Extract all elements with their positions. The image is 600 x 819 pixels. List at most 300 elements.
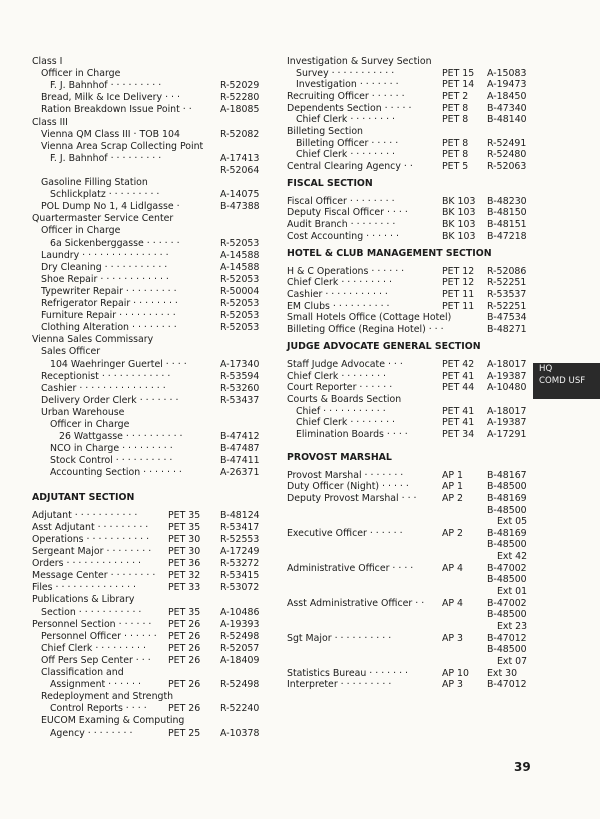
directory-entry <box>287 289 533 301</box>
extension: Ext 42 <box>497 551 528 563</box>
directory-entry <box>32 522 270 534</box>
entry-label: PROVOST MARSHAL <box>287 452 392 464</box>
directory-entry <box>32 607 270 619</box>
directory-entry <box>32 455 270 467</box>
directory-entry <box>32 510 270 522</box>
phone-number: B-48500 <box>487 644 527 656</box>
phone-number: A-10480 <box>487 382 527 394</box>
phone-number: A-17291 <box>487 428 527 440</box>
entry-label: Chief Clerk · · · · · · · · <box>296 149 396 161</box>
room-code: PET 41 <box>442 370 475 382</box>
directory-entry <box>32 238 270 250</box>
directory-entry <box>32 250 270 262</box>
directory-entry <box>287 563 533 575</box>
entry-label: Assignment · · · · · · <box>50 679 141 691</box>
directory-entry <box>32 383 270 395</box>
directory-entry <box>32 153 270 165</box>
section-heading <box>287 248 533 260</box>
directory-entry <box>287 126 533 138</box>
entry-label: Executive Officer · · · · · · <box>287 527 403 539</box>
entry-label: Dependents Section · · · · · <box>287 102 412 114</box>
room-code: PET 8 <box>442 114 469 126</box>
entry-label: Control Reports · · · · <box>50 703 147 715</box>
room-code: PET 44 <box>442 382 475 394</box>
entry-label: Stock Control · · · · · · · · · · <box>50 455 173 467</box>
page-number: 39 <box>514 760 531 774</box>
directory-entry <box>32 679 270 691</box>
phone-number: B-47218 <box>487 230 527 242</box>
entry-label: Small Hotels Office (Cottage Hotel) <box>287 312 452 324</box>
section-heading <box>287 341 533 353</box>
directory-entry <box>287 79 533 91</box>
entry-label: 26 Wattgasse · · · · · · · · · · <box>59 431 183 443</box>
directory-entry <box>32 177 270 189</box>
directory-entry <box>287 505 533 517</box>
phone-number: B-47388 <box>220 201 260 213</box>
directory-entry <box>287 598 533 610</box>
directory-entry <box>287 266 533 278</box>
room-code: PET 41 <box>442 417 475 429</box>
directory-entry <box>287 656 533 668</box>
phone-number: B-48500 <box>487 574 527 586</box>
directory-entry <box>32 371 270 383</box>
directory-entry <box>287 231 533 243</box>
extension: Ext 05 <box>497 516 528 528</box>
directory-entry <box>287 138 533 150</box>
entry-label: Class III <box>32 116 68 128</box>
room-code: PET 5 <box>442 160 469 172</box>
room-code: PET 35 <box>168 509 201 521</box>
directory-entry <box>32 703 270 715</box>
room-code: AP 3 <box>442 632 464 644</box>
phone-number: B-48500 <box>487 504 527 516</box>
directory-entry <box>287 68 533 80</box>
entry-label: Sales Officer <box>41 346 101 358</box>
phone-number: R-52057 <box>220 642 260 654</box>
entry-label: H & C Operations · · · · · · <box>287 265 405 277</box>
entry-label: Investigation & Survey Section <box>287 56 432 67</box>
directory-entry <box>287 470 533 482</box>
entry-label: Chief Clerk · · · · · · · · · <box>41 642 146 654</box>
entry-label: Publications & Library <box>32 594 135 606</box>
directory-entry <box>32 534 270 546</box>
phone-number: B-48230 <box>487 195 527 207</box>
phone-number: R-50004 <box>220 285 260 297</box>
entry-label: Billeting Office (Regina Hotel) · · · <box>287 323 444 335</box>
phone-number: R-52053 <box>220 322 260 334</box>
entry-label: Central Clearing Agency · · <box>287 160 413 172</box>
entry-label: Duty Officer (Night) · · · · · <box>287 481 409 493</box>
entry-label: Laundry · · · · · · · · · · · · · · · <box>41 249 169 261</box>
directory-entry <box>287 207 533 219</box>
entry-label: Clothing Alteration · · · · · · · · <box>41 322 177 334</box>
entry-label: FISCAL SECTION <box>287 178 373 190</box>
entry-label: Classification and <box>41 667 124 679</box>
directory-entry <box>32 92 270 104</box>
directory-entry <box>287 359 533 371</box>
entry-label: 104 Waehringer Guertel · · · · <box>50 358 187 370</box>
directory-entry <box>287 429 533 441</box>
room-code: BK 103 <box>442 207 476 219</box>
room-code: AP 4 <box>442 562 464 574</box>
phone-number: B-48500 <box>487 539 527 551</box>
phone-number: R-52063 <box>487 160 527 172</box>
directory-entry <box>287 394 533 406</box>
room-code: AP 1 <box>442 481 464 493</box>
entry-label: Sergeant Major · · · · · · · · <box>32 546 152 558</box>
directory-entry <box>287 417 533 429</box>
entry-label: EM Clubs · · · · · · · · · · <box>287 300 390 312</box>
directory-entry <box>287 679 533 691</box>
entry-label: Refrigerator Repair · · · · · · · · <box>41 298 178 309</box>
room-code: PET 8 <box>442 102 469 114</box>
directory-entry <box>32 431 270 443</box>
directory-entry <box>287 481 533 493</box>
entry-label: Personnel Officer · · · · · · <box>41 630 157 642</box>
entry-label: Deputy Provost Marshal · · · <box>287 492 417 504</box>
phone-number: R-52086 <box>487 265 527 277</box>
phone-number: R-53260 <box>220 382 260 394</box>
directory-entry <box>287 528 533 540</box>
room-code: PET 41 <box>442 405 475 417</box>
phone-number: R-52251 <box>487 300 527 312</box>
entry-label: Court Reporter · · · · · · <box>287 382 393 394</box>
directory-entry <box>32 104 270 116</box>
extension: Ext 23 <box>497 621 528 633</box>
room-code: PET 26 <box>168 679 201 691</box>
room-code: PET 26 <box>168 654 201 666</box>
directory-entry <box>287 516 533 528</box>
entry-label: Off Pers Sep Center · · · <box>41 654 151 666</box>
directory-entry <box>287 196 533 208</box>
extension: Ext 01 <box>497 586 528 598</box>
entry-label: Audit Branch · · · · · · · · <box>287 219 396 231</box>
directory-entry <box>287 644 533 656</box>
phone-number: B-48500 <box>487 609 527 621</box>
entry-label: Recruiting Officer · · · · · · <box>287 90 405 102</box>
entry-label: Typewriter Repair · · · · · · · · · <box>41 285 177 297</box>
directory-entry <box>287 668 533 680</box>
room-code: PET 12 <box>442 265 475 277</box>
room-code: PET 11 <box>442 300 475 312</box>
directory-entry <box>32 643 270 655</box>
directory-entry <box>32 631 270 643</box>
room-code: PET 8 <box>442 149 469 161</box>
extension: Ext 07 <box>497 655 528 667</box>
entry-label: Officer in Charge <box>50 419 130 430</box>
phone-number: B-47534 <box>487 312 527 324</box>
directory-entry <box>287 301 533 313</box>
entry-label: Operations · · · · · · · · · · · <box>32 533 150 545</box>
directory-entry <box>32 655 270 667</box>
phone-number: R-52553 <box>220 533 260 545</box>
phone-number: R-52251 <box>487 277 527 289</box>
directory-entry <box>287 586 533 598</box>
directory-entry <box>287 382 533 394</box>
directory-entry <box>32 570 270 582</box>
entry-label: Delivery Order Clerk · · · · · · · <box>41 394 179 406</box>
phone-number: R-53415 <box>220 570 260 582</box>
entry-label: Vienna QM Class III · TOB 104 <box>41 128 180 140</box>
entry-label: Asst Administrative Officer · · <box>287 597 425 609</box>
phone-number: A-14588 <box>220 261 260 273</box>
phone-number: A-18017 <box>487 405 527 417</box>
entry-label: Adjutant · · · · · · · · · · · <box>32 509 138 521</box>
directory-entry <box>32 201 270 213</box>
directory-entry <box>287 56 533 68</box>
phone-number: Ext 30 <box>487 667 518 679</box>
directory-entry <box>32 667 270 679</box>
phone-number: B-48271 <box>487 323 527 335</box>
entry-label: Officer in Charge <box>41 68 121 80</box>
entry-label: Schlickplatz · · · · · · · · · <box>50 189 160 201</box>
phone-number: R-52240 <box>220 703 260 715</box>
room-code: BK 103 <box>442 230 476 242</box>
phone-number: R-52053 <box>220 298 260 309</box>
phone-number: R-52053 <box>220 237 260 249</box>
directory-entry <box>287 312 533 324</box>
phone-number: B-47002 <box>487 562 527 574</box>
room-code: PET 12 <box>442 277 475 289</box>
directory-entry <box>287 149 533 161</box>
phone-number: B-48140 <box>487 114 527 126</box>
phone-number: R-52498 <box>220 679 260 691</box>
entry-label: Asst Adjutant · · · · · · · · · <box>32 521 149 533</box>
phone-number: R-52082 <box>220 128 260 140</box>
entry-label: Interpreter · · · · · · · · · <box>287 679 392 691</box>
directory-entry <box>32 56 270 68</box>
phone-number: R-52064 <box>220 164 260 176</box>
phone-number: B-48124 <box>220 509 260 521</box>
entry-label: Urban Warehouse <box>41 406 125 418</box>
phone-number: R-53272 <box>220 558 260 570</box>
room-code: PET 36 <box>168 558 201 570</box>
phone-number: A-10486 <box>220 606 260 618</box>
directory-entry <box>32 419 270 431</box>
phone-number: B-48169 <box>487 527 527 539</box>
room-code: PET 33 <box>168 582 201 594</box>
entry-label: Chief Clerk · · · · · · · · <box>296 114 396 126</box>
entry-label: NCO in Charge · · · · · · · · · <box>50 443 173 455</box>
room-code: PET 30 <box>168 533 201 545</box>
directory-entry <box>32 619 270 631</box>
phone-number: B-47411 <box>220 455 260 467</box>
directory-entry <box>287 493 533 505</box>
entry-label: Bread, Milk & Ice Delivery · · · <box>41 92 180 104</box>
directory-entry <box>32 334 270 346</box>
room-code: AP 2 <box>442 527 464 539</box>
entry-label: Elimination Boards · · · · <box>296 428 408 440</box>
room-code: PET 26 <box>168 642 201 654</box>
entry-label: Fiscal Officer · · · · · · · · <box>287 195 395 207</box>
entry-label: Section · · · · · · · · · · · <box>41 606 142 618</box>
entry-label: Investigation · · · · · · · <box>296 79 399 91</box>
directory-entry <box>32 346 270 358</box>
entry-label: Orders · · · · · · · · · · · · · <box>32 558 142 570</box>
directory-entry <box>32 443 270 455</box>
phone-number: B-47487 <box>220 443 260 455</box>
entry-label: Agency · · · · · · · · <box>50 727 133 739</box>
directory-entry <box>32 322 270 334</box>
room-code: AP 1 <box>442 469 464 481</box>
entry-label: Chief Clerk · · · · · · · · <box>296 417 396 429</box>
directory-entry <box>32 262 270 274</box>
phone-number: B-47012 <box>487 632 527 644</box>
phone-number: R-52053 <box>220 273 260 285</box>
directory-entry <box>287 609 533 621</box>
entry-label: Cashier · · · · · · · · · · · <box>287 289 388 300</box>
room-code: PET 35 <box>168 606 201 618</box>
directory-entry <box>32 165 270 177</box>
entry-label: Survey · · · · · · · · · · · <box>296 67 395 79</box>
directory-entry <box>287 114 533 126</box>
entry-label: Dry Cleaning · · · · · · · · · · · <box>41 261 168 273</box>
room-code: PET 2 <box>442 90 469 102</box>
entry-label: Provost Marshal · · · · · · · <box>287 469 404 481</box>
entry-label: Billeting Officer · · · · · <box>296 137 399 149</box>
directory-entry <box>32 558 270 570</box>
room-code: PET 30 <box>168 546 201 558</box>
phone-number: R-52480 <box>487 149 527 161</box>
entry-label: F. J. Bahnhof · · · · · · · · · <box>50 152 162 164</box>
room-code: PET 26 <box>168 703 201 715</box>
directory-entry <box>287 574 533 586</box>
directory-entry <box>287 371 533 383</box>
entry-label: Message Center · · · · · · · · <box>32 570 156 582</box>
entry-label: Deputy Fiscal Officer · · · · <box>287 207 408 219</box>
directory-entry <box>32 213 270 225</box>
phone-number: A-19387 <box>487 417 527 429</box>
phone-number: B-47012 <box>487 679 527 691</box>
directory-entry <box>32 129 270 141</box>
directory-entry <box>287 161 533 173</box>
phone-number: B-48150 <box>487 207 527 219</box>
entry-label: EUCOM Examing & Computing <box>41 715 185 727</box>
room-code: AP 4 <box>442 597 464 609</box>
directory-entry <box>32 225 270 237</box>
phone-number: R-52029 <box>220 80 260 92</box>
phone-number: A-19393 <box>220 618 260 630</box>
room-code: PET 14 <box>442 79 475 91</box>
directory-entry <box>287 324 533 336</box>
phone-number: B-47340 <box>487 102 527 114</box>
entry-label: Vienna Area Scrap Collecting Point <box>41 140 204 152</box>
phone-number: R-53537 <box>487 289 527 300</box>
room-code: BK 103 <box>442 219 476 231</box>
entry-label: Courts & Boards Section <box>287 393 402 405</box>
room-code: PET 26 <box>168 618 201 630</box>
phone-number: B-48169 <box>487 492 527 504</box>
phone-number: B-48151 <box>487 219 527 231</box>
phone-number: R-52053 <box>220 310 260 322</box>
directory-entry <box>32 68 270 80</box>
phone-number: A-19387 <box>487 370 527 382</box>
phone-number: A-10378 <box>220 727 260 739</box>
side-tab-line-1: HQ <box>539 364 553 374</box>
entry-label: Chief · · · · · · · · · · · <box>296 405 386 417</box>
entry-label: Administrative Officer · · · · <box>287 562 414 574</box>
directory-entry <box>32 691 270 703</box>
entry-label: Files · · · · · · · · · · · · · · <box>32 582 137 594</box>
section-heading <box>287 452 533 464</box>
entry-label: Shoe Repair · · · · · · · · · · · · <box>41 273 169 285</box>
directory-entry <box>32 395 270 407</box>
directory-entry <box>32 286 270 298</box>
directory-entry <box>287 277 533 289</box>
entry-label: F. J. Bahnhof · · · · · · · · · <box>50 80 162 92</box>
section-heading <box>287 178 533 190</box>
room-code: AP 2 <box>442 492 464 504</box>
directory-entry <box>32 117 270 129</box>
directory-entry <box>287 633 533 645</box>
entry-label: Class I <box>32 56 63 67</box>
phone-number: B-48500 <box>487 481 527 493</box>
side-tab-line-2: COMD USF <box>539 376 586 386</box>
entry-label: ADJUTANT SECTION <box>32 491 135 503</box>
room-code: PET 26 <box>168 630 201 642</box>
room-code: PET 8 <box>442 137 469 149</box>
directory-entry <box>287 91 533 103</box>
phone-number: A-17340 <box>220 358 260 370</box>
entry-label: Ration Breakdown Issue Point · · <box>41 104 192 116</box>
entry-label: Redeployment and Strength <box>41 691 174 703</box>
side-tab <box>533 363 600 399</box>
directory-entry <box>287 219 533 231</box>
entry-label: Chief Clerk · · · · · · · · · <box>287 277 392 289</box>
directory-entry <box>32 189 270 201</box>
entry-label: Statistics Bureau · · · · · · · <box>287 667 409 679</box>
directory-entry <box>32 594 270 606</box>
directory-entry <box>287 621 533 633</box>
entry-label: Billeting Section <box>287 125 363 137</box>
directory-entry <box>287 406 533 418</box>
directory-entry <box>32 407 270 419</box>
section-heading <box>32 492 270 504</box>
phone-number: B-47002 <box>487 597 527 609</box>
phone-number: B-47412 <box>220 431 260 443</box>
entry-label: HOTEL & CLUB MANAGEMENT SECTION <box>287 248 492 260</box>
phone-number: R-53417 <box>220 521 260 533</box>
phone-number: R-53072 <box>220 582 260 594</box>
directory-entry <box>32 298 270 310</box>
directory-entry <box>32 546 270 558</box>
directory-entry <box>32 141 270 153</box>
entry-label: Officer in Charge <box>41 225 121 237</box>
room-code: PET 32 <box>168 570 201 582</box>
directory-entry <box>287 103 533 115</box>
room-code: BK 103 <box>442 195 476 207</box>
room-code: PET 35 <box>168 521 201 533</box>
entry-label: Sgt Major · · · · · · · · · · <box>287 632 392 644</box>
directory-entry <box>32 728 270 740</box>
phone-number: A-26371 <box>220 467 260 479</box>
entry-label: 6a Sickenberggasse · · · · · · <box>50 237 180 249</box>
room-code: PET 15 <box>442 67 475 79</box>
entry-label: Quartermaster Service Center <box>32 213 174 225</box>
entry-label: Vienna Sales Commissary <box>32 334 154 346</box>
room-code: AP 3 <box>442 679 464 691</box>
room-code: PET 11 <box>442 289 475 300</box>
phone-number: A-17249 <box>220 546 260 558</box>
room-code: PET 34 <box>442 428 475 440</box>
phone-number: R-52491 <box>487 137 527 149</box>
phone-number: R-52498 <box>220 630 260 642</box>
phone-number: A-17413 <box>220 152 260 164</box>
entry-label: Receptionist · · · · · · · · · · · · <box>41 370 171 382</box>
phone-number: A-18450 <box>487 90 527 102</box>
phone-number: B-48167 <box>487 469 527 481</box>
directory-entry <box>287 539 533 551</box>
